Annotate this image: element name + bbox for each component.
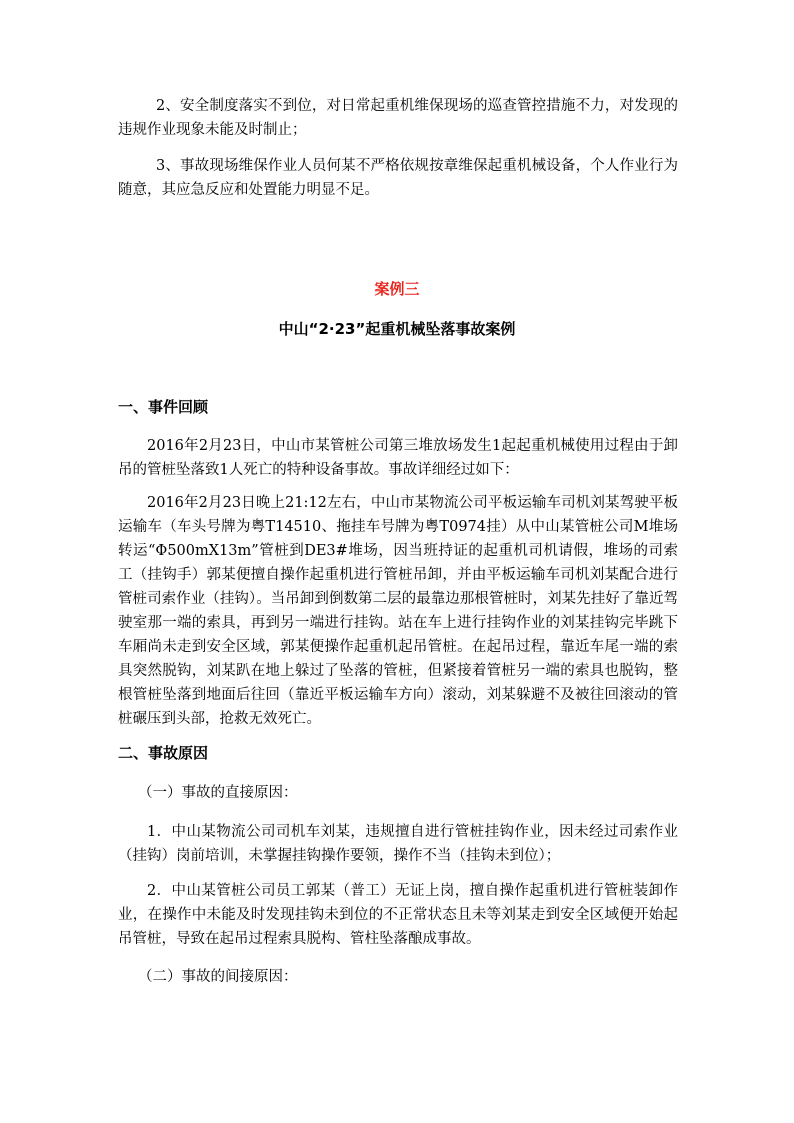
case-label: 案例三 xyxy=(374,280,420,298)
case-title: 中山“2·23”起重机械坠落事故案例 xyxy=(278,320,516,338)
direct-cause-item-2: 2．中山某管桩公司员工郭某（普工）无证上岗，擅自操作起重机进行管桩装卸作业，在操作中未能及时发现挂钩未到位的不正常状态且未等刘某走到安全区域便开始起吊管桩，导致在起吊过程索具脱构、管柱坠落酿成事故。 xyxy=(118,883,678,947)
prev-item-2: 2、安全制度落实不到位，对日常起重机维保现场的巡查管控措施不力，对发现的违规作业现象未能及时制止； xyxy=(118,98,678,138)
section1-paragraph-2: 2016年2月23日晚上21:12左右，中山市某物流公司平板运输车司机刘某驾驶平板运输车（车头号牌为粤T14510、拖挂车号牌为粤T0974挂）从中山某管桩公司M堆场转运“Φ500mX13m”管桩到DE3#堆场，因当班持证的起重机司机请假，堆场的司索工（挂钩手）郭某便擅自操作起重机进行管桩吊卸，并由平板运输车司机刘某配合进行管桩司索作业（挂钩）。当吊卸到倒数第二层的最靠边那根管桩时，刘某先挂好了靠近驾驶室那一端的索具，再到另一端进行挂钩。站在车上进行挂钩作业的刘某挂钩完毕跳下车厢尚未走到安全区域，郭某便操作起重机起吊管桩。在起吊过程，靠近车尾一端的索具突然脱钩，刘某趴在地上躲过了坠落的管桩，但紧接着管桩另一端的索具也脱钩，整根管桩坠落到地面后往回（靠近平板运输车方向）滚动，刘某躲避不及被往回滚动的管桩碾压到头部，抢救无效死亡。 xyxy=(118,495,678,727)
prev-item-3: 3、事故现场维保作业人员何某不严格依规按章维保起重机械设备，个人作业行为随意，其应急反应和处置能力明显不足。 xyxy=(118,158,678,198)
direct-cause-item-1: 1．中山某物流公司司机车刘某，违规擅自进行管桩挂钩作业，因未经过司索作业（挂钩）岗前培训，未掌握挂钩操作要领，操作不当（挂钩未到位）； xyxy=(118,824,678,864)
section1-paragraph-1: 2016年2月23日，中山市某管桩公司第三堆放场发生1起起重机械使用过程由于卸吊的管桩坠落致1人死亡的特种设备事故。事故详细经过如下： xyxy=(118,438,678,478)
direct-cause-heading: （一）事故的直接原因： xyxy=(138,785,298,801)
section1-heading: 一、事件回顾 xyxy=(118,398,209,416)
section2-heading: 二、事故原因 xyxy=(118,744,209,762)
indirect-cause-heading: （二）事故的间接原因： xyxy=(138,969,298,985)
